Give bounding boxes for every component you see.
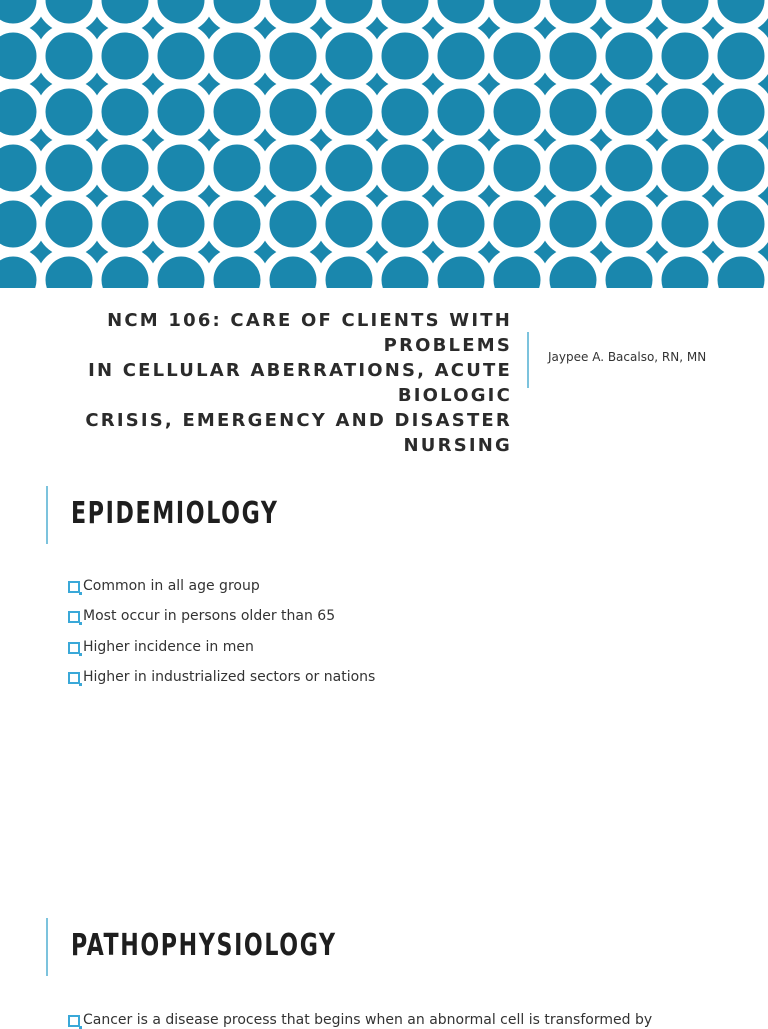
pattern-ring bbox=[153, 196, 209, 252]
pattern-ring bbox=[657, 84, 713, 140]
pattern-ring bbox=[601, 84, 657, 140]
epidemiology-heading: EPIDEMIOLOGY bbox=[71, 496, 279, 531]
pattern-ring bbox=[209, 28, 265, 84]
presentation-title bbox=[20, 308, 512, 458]
pattern-ring bbox=[321, 196, 377, 252]
pattern-ring bbox=[265, 140, 321, 196]
pattern-ring bbox=[433, 84, 489, 140]
circle-lattice-pattern bbox=[0, 0, 768, 288]
title-line-3: CRISIS, EMERGENCY AND DISASTER NURSING bbox=[85, 410, 512, 456]
epidemiology-list bbox=[68, 578, 375, 699]
pattern-ring bbox=[209, 140, 265, 196]
pattern-ring bbox=[489, 252, 545, 288]
epidemiology-accent-bar bbox=[46, 486, 48, 544]
title-divider bbox=[527, 332, 529, 388]
pattern-ring bbox=[601, 252, 657, 288]
pattern-ring bbox=[97, 84, 153, 140]
pattern-ring bbox=[209, 252, 265, 288]
decorative-pattern-banner bbox=[0, 0, 768, 288]
pattern-ring bbox=[657, 28, 713, 84]
pattern-ring bbox=[657, 196, 713, 252]
title-slide bbox=[0, 288, 768, 456]
list-item: Higher in industrialized sectors or nations bbox=[68, 669, 375, 699]
list-item: Most occur in persons older than 65 bbox=[68, 608, 375, 638]
pattern-ring bbox=[97, 140, 153, 196]
pattern-ring bbox=[0, 28, 41, 84]
pattern-ring bbox=[41, 196, 97, 252]
pattern-ring bbox=[433, 252, 489, 288]
pattern-ring bbox=[489, 140, 545, 196]
pattern-ring bbox=[321, 140, 377, 196]
pattern-ring bbox=[377, 252, 433, 288]
checkbox-bullet-icon bbox=[68, 611, 80, 623]
pattern-ring bbox=[657, 140, 713, 196]
list-item: Common in all age group bbox=[68, 578, 375, 608]
pattern-ring bbox=[0, 252, 41, 288]
pattern-ring bbox=[545, 196, 601, 252]
pattern-ring bbox=[377, 28, 433, 84]
checkbox-bullet-icon bbox=[68, 672, 80, 684]
pattern-ring bbox=[489, 28, 545, 84]
pattern-ring bbox=[209, 196, 265, 252]
pattern-ring bbox=[153, 140, 209, 196]
pattern-ring bbox=[41, 84, 97, 140]
pattern-ring bbox=[713, 28, 768, 84]
pattern-ring bbox=[489, 196, 545, 252]
pattern-ring bbox=[433, 140, 489, 196]
pattern-ring bbox=[153, 28, 209, 84]
pattern-ring bbox=[153, 84, 209, 140]
pattern-ring bbox=[601, 28, 657, 84]
checkbox-bullet-icon bbox=[68, 1015, 80, 1027]
pattern-ring bbox=[0, 84, 41, 140]
pattern-ring bbox=[97, 28, 153, 84]
pattern-ring bbox=[713, 252, 768, 288]
pattern-ring bbox=[321, 28, 377, 84]
pattern-ring bbox=[321, 84, 377, 140]
pattern-ring bbox=[433, 196, 489, 252]
pattern-ring bbox=[265, 28, 321, 84]
pattern-ring bbox=[657, 252, 713, 288]
pattern-ring bbox=[545, 252, 601, 288]
pattern-ring bbox=[601, 196, 657, 252]
checkbox-bullet-icon bbox=[68, 581, 80, 593]
title-line-1: NCM 106: CARE OF CLIENTS WITH PROBLEMS bbox=[107, 310, 512, 356]
author-name: Jaypee A. Bacalso, RN, MN bbox=[548, 350, 707, 364]
pattern-ring bbox=[377, 140, 433, 196]
pattern-ring bbox=[97, 196, 153, 252]
pattern-ring bbox=[713, 196, 768, 252]
pattern-ring bbox=[321, 252, 377, 288]
checkbox-bullet-icon bbox=[68, 642, 80, 654]
pattern-ring bbox=[0, 196, 41, 252]
pattern-ring bbox=[489, 84, 545, 140]
pattern-ring bbox=[41, 252, 97, 288]
pattern-ring bbox=[0, 0, 41, 28]
pattern-ring bbox=[265, 196, 321, 252]
pattern-ring bbox=[265, 84, 321, 140]
pattern-ring bbox=[601, 140, 657, 196]
pathophysiology-heading: PATHOPHYSIOLOGY bbox=[71, 928, 337, 963]
title-line-2: IN CELLULAR ABERRATIONS, ACUTE BIOLOGIC bbox=[88, 360, 512, 406]
pattern-ring bbox=[713, 84, 768, 140]
list-item: Higher incidence in men bbox=[68, 639, 375, 669]
pattern-ring bbox=[433, 28, 489, 84]
pattern-ring bbox=[97, 252, 153, 288]
pattern-ring bbox=[713, 140, 768, 196]
pattern-ring bbox=[0, 140, 41, 196]
pattern-ring bbox=[209, 84, 265, 140]
pattern-ring bbox=[153, 252, 209, 288]
pattern-ring bbox=[377, 84, 433, 140]
pattern-ring bbox=[41, 28, 97, 84]
pathophysiology-accent-bar bbox=[46, 918, 48, 976]
pattern-ring bbox=[545, 84, 601, 140]
pattern-ring bbox=[545, 140, 601, 196]
pattern-ring bbox=[545, 28, 601, 84]
pathophysiology-text: Cancer is a disease process that begins when an abnormal cell is transformed by bbox=[68, 1012, 652, 1028]
pattern-ring bbox=[41, 140, 97, 196]
pattern-ring bbox=[265, 252, 321, 288]
pattern-ring bbox=[377, 196, 433, 252]
